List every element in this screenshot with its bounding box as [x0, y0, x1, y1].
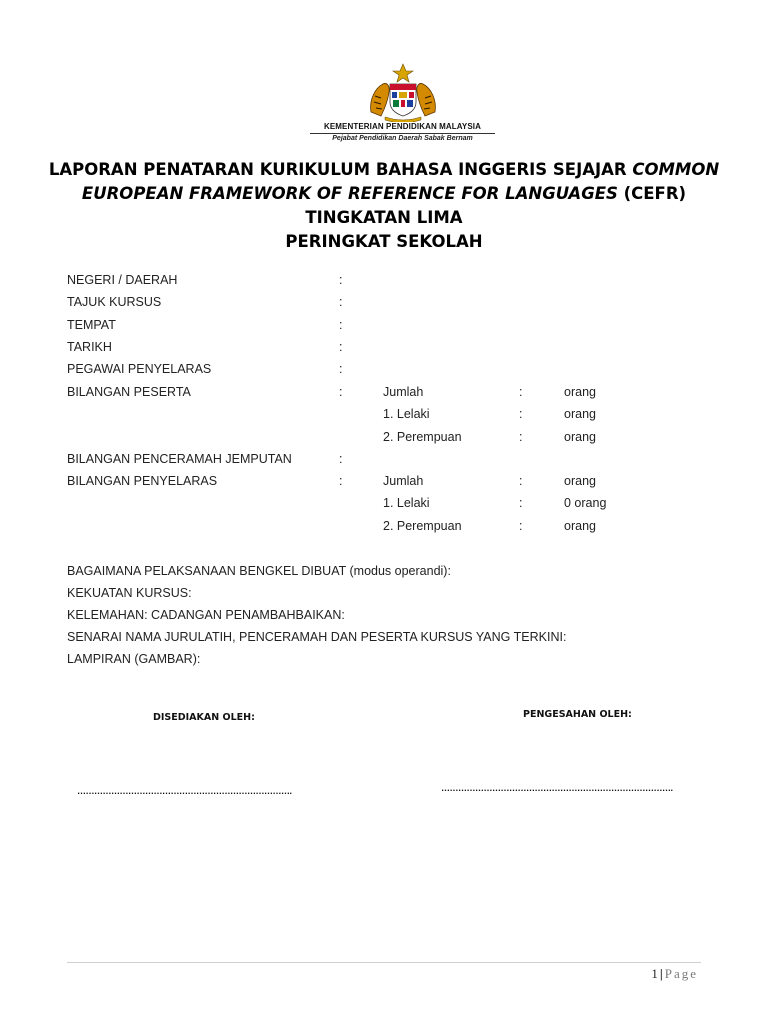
title-line-3: TINGKATAN LIMA — [305, 208, 463, 227]
coat-of-arms-logo — [363, 62, 443, 122]
title-line-1: LAPORAN PENATARAN KURIKULUM BAHASA INGGERIS SEJAJAR COMMON — [48, 160, 720, 179]
page-footer: 1 | Page — [651, 966, 698, 981]
signature-line-right: ………………………………………………………………………. — [441, 783, 673, 793]
ministry-name: KEMENTERIAN PENDIDIKAN MALAYSIA — [323, 122, 482, 131]
signature-line-left: …………………………………………………………………. — [77, 786, 292, 796]
section-kekuatan: KEKUATAN KURSUS: — [67, 586, 192, 600]
section-bagaimana: BAGAIMANA PELAKSANAAN BENGKEL DIBUAT (modus operandi): — [67, 564, 451, 578]
disediakan-oleh-label: DISEDIAKAN OLEH: — [153, 712, 255, 723]
footer-divider — [67, 962, 701, 963]
header-divider — [310, 133, 495, 134]
title-line-2: EUROPEAN FRAMEWORK OF REFERENCE FOR LANGUAGES (CEFR) — [81, 184, 687, 203]
ministry-header — [305, 62, 500, 150]
page-label: Page — [664, 966, 698, 981]
page-number: 1 — [651, 966, 658, 981]
section-senarai: SENARAI NAMA JURULATIH, PENCERAMAH DAN PESERTA KURSUS YANG TERKINI: — [67, 630, 567, 644]
office-name: Pejabat Pendidikan Daerah Sabak Bernam — [332, 135, 473, 142]
document-title — [40, 158, 728, 254]
section-kelemahan: KELEMAHAN: CADANGAN PENAMBAHBAIKAN: — [67, 608, 345, 622]
title-line-4: PERINGKAT SEKOLAH — [285, 232, 483, 251]
section-lampiran: LAMPIRAN (GAMBAR): — [67, 652, 201, 666]
document-page: KEMENTERIAN PENDIDIKAN MALAYSIA Pejabat Pendidikan Daerah Sabak Bernam LAPORAN PENATARAN KURIKULUM BAHASA INGGERIS SEJAJAR COMMON EUROPEAN FRAMEWORK OF REFERENCE FOR LANGUAGES (CEFR) TINGKATAN LIMA PERINGKAT SEKOLAH NEGERI / DAERAH : TAJUK KURSUS : TEMPAT : TARIKH : PEGAWAI PENYELARAS : BILANGAN PESERTA : Jumlah : orang 1. Lelaki : orang 2. Perempuan : orang BILANGAN PENCERAMAH JEMPUTAN : BILANGAN PENYELARAS : Jumlah : orang 1. Lelaki : 0 orang 2. Perempuan : orang BAGAIMANA PELAKSANAAN BENGKEL DIBUAT (modus operandi): KEKUATAN KURSUS: KELEMAHAN: CADANGAN PENAMBAHBAIKAN: SENARAI NAMA JURULATIH, PENCERAMAH DAN PESERTA KURSUS YANG TERKINI: LAMPIRAN (GAMBAR): DISEDIAKAN OLEH: PENGESAHAN OLEH: …………………………………………………………………. ………………………………………………………………………. 1 | Page — [0, 0, 768, 1024]
pengesahan-oleh-label: PENGESAHAN OLEH: — [523, 709, 632, 720]
